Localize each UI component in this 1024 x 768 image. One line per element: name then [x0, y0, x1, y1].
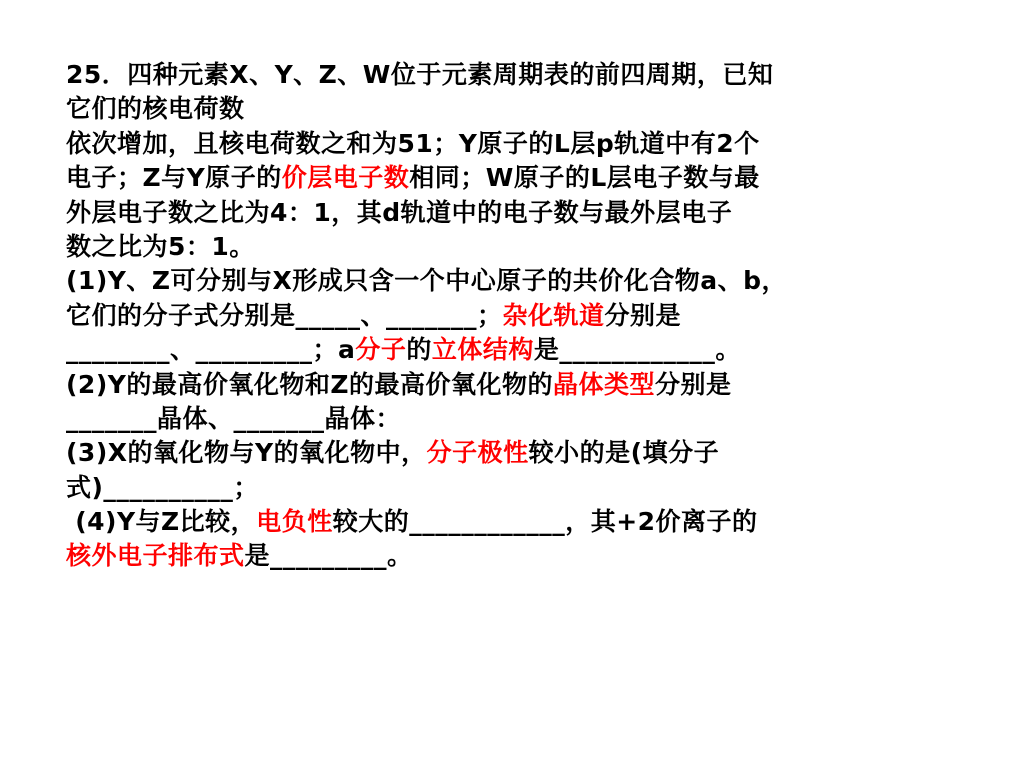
- text-segment: 较小的是(填分子: [528, 438, 720, 468]
- text-segment: (4)Y与Z比较，: [66, 507, 257, 537]
- highlight-spatial-structure: 立体结构: [431, 335, 534, 365]
- text-segment: 电子；Z与Y原子的: [66, 163, 282, 193]
- question-line-13: 式)__________；: [66, 472, 259, 502]
- question-line-15: [66, 539, 976, 573]
- text-segment: 是____________。: [533, 335, 741, 365]
- question-25-text: [66, 58, 976, 574]
- highlight-electronegativity: 电负性: [256, 507, 333, 537]
- highlight-hybrid-orbitals: 杂化轨道: [502, 300, 605, 330]
- text-segment: 它们的分子式分别是_____、_______；: [66, 300, 503, 330]
- question-line-14: [66, 505, 976, 539]
- question-line-1: 25．四种元素X、Y、Z、W位于元素周期表的前四周期，已知: [66, 60, 774, 89]
- question-line-4: [66, 161, 976, 195]
- question-line-12: [66, 436, 976, 470]
- question-line-11: _______晶体、_______晶体：: [66, 403, 402, 433]
- highlight-electron-configuration: 核外电子排布式: [66, 541, 245, 571]
- question-line-8: [66, 299, 976, 333]
- text-segment: ________、_________；a: [66, 335, 356, 365]
- text-segment: 分别是: [604, 300, 682, 330]
- text-segment: 相同；W原子的L层电子数与最: [409, 163, 760, 193]
- highlight-molecule: 分子: [355, 335, 407, 365]
- question-line-2: 它们的核电荷数: [66, 94, 245, 124]
- text-segment: 是_________。: [244, 541, 413, 571]
- text-segment: 较大的____________，其+2价离子的: [332, 507, 758, 537]
- text-segment: 分别是: [655, 369, 732, 399]
- text-segment: (2)Y的最高价氧化物和Z的最高价氧化物的: [66, 369, 553, 399]
- question-line-6: 数之比为5：1。: [66, 231, 255, 261]
- highlight-crystal-type: 晶体类型: [552, 369, 655, 399]
- question-line-5: 外层电子数之比为4：1，其d轨道中的电子数与最外层电子: [66, 197, 733, 227]
- question-line-7: (1)Y、Z可分别与X形成只含一个中心原子的共价化合物a、b，: [66, 266, 788, 296]
- highlight-valence-electrons: 价层电子数: [281, 163, 410, 193]
- text-segment: (3)X的氧化物与Y的氧化物中，: [66, 438, 427, 468]
- question-line-10: [66, 368, 976, 402]
- highlight-molecular-polarity: 分子极性: [426, 438, 529, 468]
- text-segment: 的: [406, 335, 432, 365]
- question-line-9: [66, 333, 976, 367]
- question-line-3: 依次增加，且核电荷数之和为51；Y原子的L层p轨道中有2个: [66, 128, 760, 158]
